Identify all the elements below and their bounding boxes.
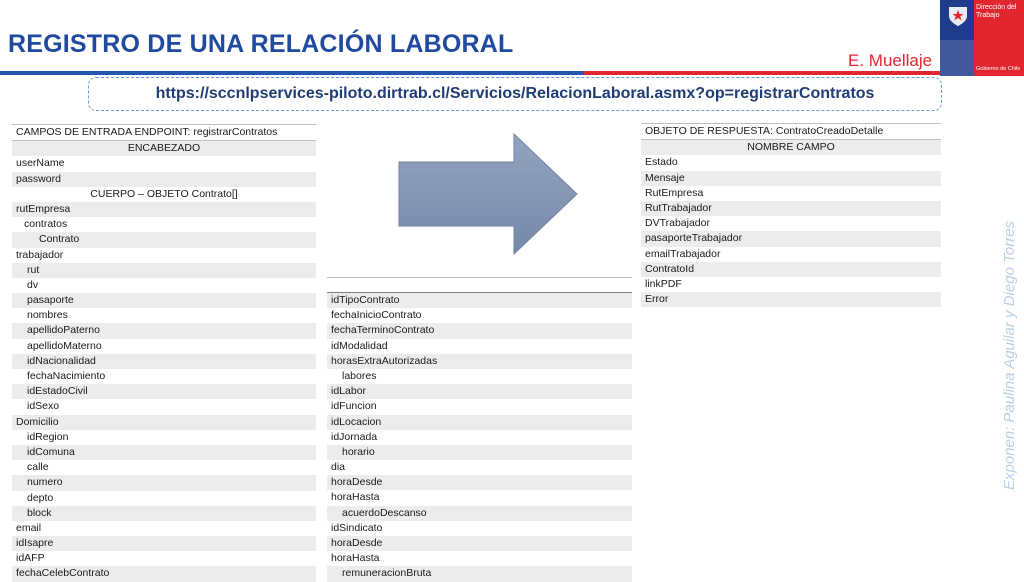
input-field-continued-row: idModalidad bbox=[331, 339, 388, 352]
input-field-row: ENCABEZADO bbox=[12, 141, 316, 156]
input-field-continued-row: horasExtraAutorizadas bbox=[327, 354, 632, 369]
response-field-row: pasaporteTrabajador bbox=[641, 231, 941, 246]
input-field-continued-row: dia bbox=[331, 461, 346, 474]
input-field-continued-row: idJornada bbox=[331, 430, 378, 443]
input-field-row: idComuna bbox=[12, 445, 316, 460]
input-field-continued-row: horaDesde bbox=[327, 536, 632, 551]
input-field-row: contratos bbox=[24, 218, 68, 231]
input-field-row: idEstadoCivil bbox=[12, 384, 316, 399]
input-field-continued-row: labores bbox=[342, 369, 377, 382]
input-field-row: idNacionalidad bbox=[12, 354, 316, 369]
response-field-row: linkPDF bbox=[645, 277, 682, 290]
input-field-row: fechaCelebContrato bbox=[12, 566, 316, 581]
input-field-row: rutEmpresa bbox=[12, 202, 316, 217]
input-field-row: apellidoPaterno bbox=[12, 323, 316, 338]
input-field-continued-row: fechaInicioContrato bbox=[331, 309, 422, 322]
input-field-row: numero bbox=[12, 475, 316, 490]
title-rule-red bbox=[584, 71, 940, 75]
input-field-continued-row: fechaTerminoContrato bbox=[327, 323, 632, 338]
endpoint-url[interactable]: https://sccnlpservices-piloto.dirtrab.cl/Servicios/RelacionLaboral.asmx?op=registrarContratos bbox=[155, 85, 875, 102]
endpoint-url-box bbox=[88, 77, 942, 111]
input-field-continued-row: horaHasta bbox=[331, 552, 380, 565]
input-field-continued-row: idLocacion bbox=[327, 415, 632, 430]
input-field-row: nombres bbox=[27, 309, 68, 322]
response-field-row: Error bbox=[641, 292, 941, 307]
input-field-continued-row: idTipoContrato bbox=[327, 293, 632, 308]
input-field-row: depto bbox=[27, 491, 54, 504]
response-field-row: Estado bbox=[645, 156, 678, 169]
input-field-row: password bbox=[12, 172, 316, 187]
response-field-row: ContratoId bbox=[641, 262, 941, 277]
response-fields-table bbox=[641, 123, 941, 307]
slide-title: REGISTRO DE UNA RELACIÓN LABORAL bbox=[8, 30, 514, 58]
title-rule-blue bbox=[0, 71, 584, 75]
logo-text: Dirección del Trabajo bbox=[976, 4, 1017, 19]
response-field-row: RutEmpresa bbox=[645, 186, 704, 199]
institution-logo bbox=[940, 0, 1024, 76]
logo-footer: Gobierno de Chile bbox=[976, 66, 1021, 72]
input-field-continued-row: horaHasta bbox=[331, 491, 380, 504]
input-field-row: rut bbox=[12, 263, 316, 278]
coat-of-arms-icon bbox=[946, 4, 970, 28]
input-field-continued-row: remuneracionBruta bbox=[327, 566, 632, 581]
input-fields-table bbox=[12, 124, 316, 582]
input-field-row: apellidoMaterno bbox=[27, 339, 102, 352]
input-fields-table-continued bbox=[327, 277, 632, 582]
input-field-row: idRegion bbox=[27, 430, 69, 443]
response-field-row: emailTrabajador bbox=[645, 247, 721, 260]
input-field-row: Contrato bbox=[12, 232, 316, 247]
input-field-row: idIsapre bbox=[12, 536, 316, 551]
input-field-continued-row: idLabor bbox=[327, 384, 632, 399]
response-field-row: RutTrabajador bbox=[641, 201, 941, 216]
input-field-row: trabajador bbox=[16, 248, 64, 261]
input-field-row: CUERPO – OBJETO Contrato[] bbox=[90, 187, 238, 200]
input-field-row: calle bbox=[27, 461, 49, 474]
table-separator bbox=[327, 277, 632, 293]
logo-blue-band bbox=[940, 0, 974, 76]
input-field-row: userName bbox=[16, 157, 65, 170]
input-field-row: Domicilio bbox=[12, 415, 316, 430]
input-field-row: CAMPOS DE ENTRADA ENDPOINT: registrarContratos bbox=[12, 124, 316, 141]
response-field-row: Mensaje bbox=[641, 171, 941, 186]
input-field-row: email bbox=[16, 521, 42, 534]
input-field-row: fechaNacimiento bbox=[27, 370, 106, 382]
presenter-name: E. Muellaje bbox=[848, 51, 933, 70]
response-field-row: OBJETO DE RESPUESTA: ContratoCreadoDetalle bbox=[641, 123, 941, 140]
input-field-continued-row: acuerdoDescanso bbox=[327, 506, 632, 521]
input-field-row: idAFP bbox=[16, 552, 45, 565]
response-field-row: DVTrabajador bbox=[645, 217, 710, 230]
input-field-row: idSexo bbox=[27, 400, 60, 413]
right-arrow-icon bbox=[396, 130, 581, 260]
input-field-row: pasaporte bbox=[12, 293, 316, 308]
response-field-row: NOMBRE CAMPO bbox=[641, 140, 941, 155]
input-field-continued-row: idSindicato bbox=[331, 521, 383, 534]
input-field-continued-row: horaDesde bbox=[327, 475, 632, 490]
input-field-row: block bbox=[12, 506, 316, 521]
presenters-watermark: Exponen: Paulina Aguilar y Diego Torres bbox=[1001, 220, 1018, 490]
input-field-continued-row: idFuncion bbox=[331, 400, 377, 413]
input-field-continued-row: horario bbox=[327, 445, 632, 460]
input-field-row: dv bbox=[27, 278, 39, 291]
